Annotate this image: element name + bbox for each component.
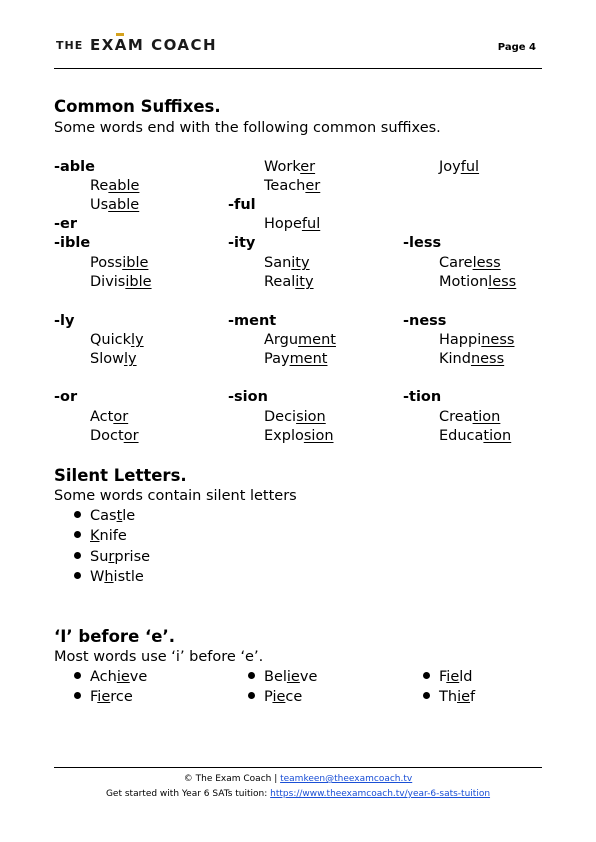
- word-decision: Decision: [264, 409, 326, 425]
- word-payment: Payment: [264, 351, 328, 367]
- list-item: Fierce: [74, 689, 133, 705]
- word-doctor: Doctor: [90, 428, 139, 444]
- list-item: Surprise: [74, 549, 150, 565]
- word-worker: Worker: [264, 159, 316, 175]
- list-item: Achieve: [74, 669, 147, 685]
- suffix-ible-label: -ible: [54, 235, 91, 251]
- bullet-icon: [74, 572, 81, 579]
- footer-email-link[interactable]: teamkeen@theexamcoach.tv: [280, 774, 413, 784]
- word-possible: Possible: [90, 255, 149, 271]
- word-teacher: Teacher: [264, 178, 321, 194]
- suffix-ful-label: -ful: [228, 197, 256, 213]
- suffix-ment-label: -ment: [228, 313, 277, 329]
- word-happiness: Happiness: [439, 332, 515, 348]
- word-reality: Reality: [264, 274, 314, 290]
- footer-divider: [54, 767, 542, 768]
- header-divider: [54, 68, 542, 69]
- word-argument: Argument: [264, 332, 336, 348]
- word-slowly: Slowly: [90, 351, 137, 367]
- list-item: Piece: [248, 689, 302, 705]
- footer-tuition-link[interactable]: https://www.theexamcoach.tv/year-6-sats-tuition: [270, 789, 491, 799]
- word-education: Education: [439, 428, 512, 444]
- word-hopeful: Hopeful: [264, 216, 321, 232]
- list-item: Whistle: [74, 569, 144, 585]
- word-careless: Careless: [439, 255, 501, 271]
- word-divisible: Divisible: [90, 274, 152, 290]
- word-explosion: Explosion: [264, 428, 334, 444]
- word-readable: Reable: [90, 178, 140, 194]
- list-item: Believe: [248, 669, 317, 685]
- word-actor: Actor: [90, 409, 129, 425]
- suffix-sion-label: -sion: [228, 389, 268, 405]
- bullet-icon: [74, 692, 81, 699]
- bullet-icon: [248, 692, 255, 699]
- bullet-icon: [74, 511, 81, 518]
- list-item: Thief: [423, 689, 475, 705]
- suffix-or-label: -or: [54, 389, 78, 405]
- bullet-icon: [74, 552, 81, 559]
- page-number: Page 4: [497, 42, 536, 53]
- suffix-less-label: -less: [403, 235, 442, 251]
- bullet-icon: [74, 672, 81, 679]
- footer-line-2: Get started with Year 6 SATs tuition: https://www.theexamcoach.tv/year-6-sats-tuition: [105, 789, 491, 799]
- bullet-icon: [423, 692, 430, 699]
- suffixes-title: Common Suffixes.: [54, 97, 221, 116]
- bullet-icon: [248, 672, 255, 679]
- suffix-ness-label: -ness: [403, 313, 447, 329]
- suffix-er-label: -er: [54, 216, 78, 232]
- bullet-icon: [423, 672, 430, 679]
- word-joyful: Joyful: [439, 159, 480, 175]
- suffixes-intro: Some words end with the following common suffixes.: [54, 120, 441, 136]
- list-item: Knife: [74, 528, 127, 544]
- silent-letters-title: Silent Letters.: [54, 466, 187, 485]
- bullet-icon: [74, 531, 81, 538]
- list-item: Castle: [74, 508, 135, 524]
- list-item: Field: [423, 669, 472, 685]
- word-usable: Usable: [90, 197, 140, 213]
- i-before-e-title: ‘I’ before ‘e’.: [54, 627, 176, 646]
- silent-letters-intro: Some words contain silent letters: [54, 488, 297, 504]
- word-creation: Creation: [439, 409, 501, 425]
- word-kindness: Kindness: [439, 351, 505, 367]
- i-before-e-intro: Most words use ‘i’ before ‘e’.: [54, 649, 264, 665]
- footer-line-1: © The Exam Coach | teamkeen@theexamcoach.tv: [183, 774, 413, 784]
- suffix-ly-label: -ly: [54, 313, 75, 329]
- brand-logo: THE EXAM COACH: [56, 36, 218, 54]
- suffix-tion-label: -tion: [403, 389, 442, 405]
- suffix-ity-label: -ity: [228, 235, 256, 251]
- word-sanity: Sanity: [264, 255, 310, 271]
- suffix-able-label: -able: [54, 159, 95, 175]
- word-quickly: Quickly: [90, 332, 144, 348]
- word-motionless: Motionless: [439, 274, 517, 290]
